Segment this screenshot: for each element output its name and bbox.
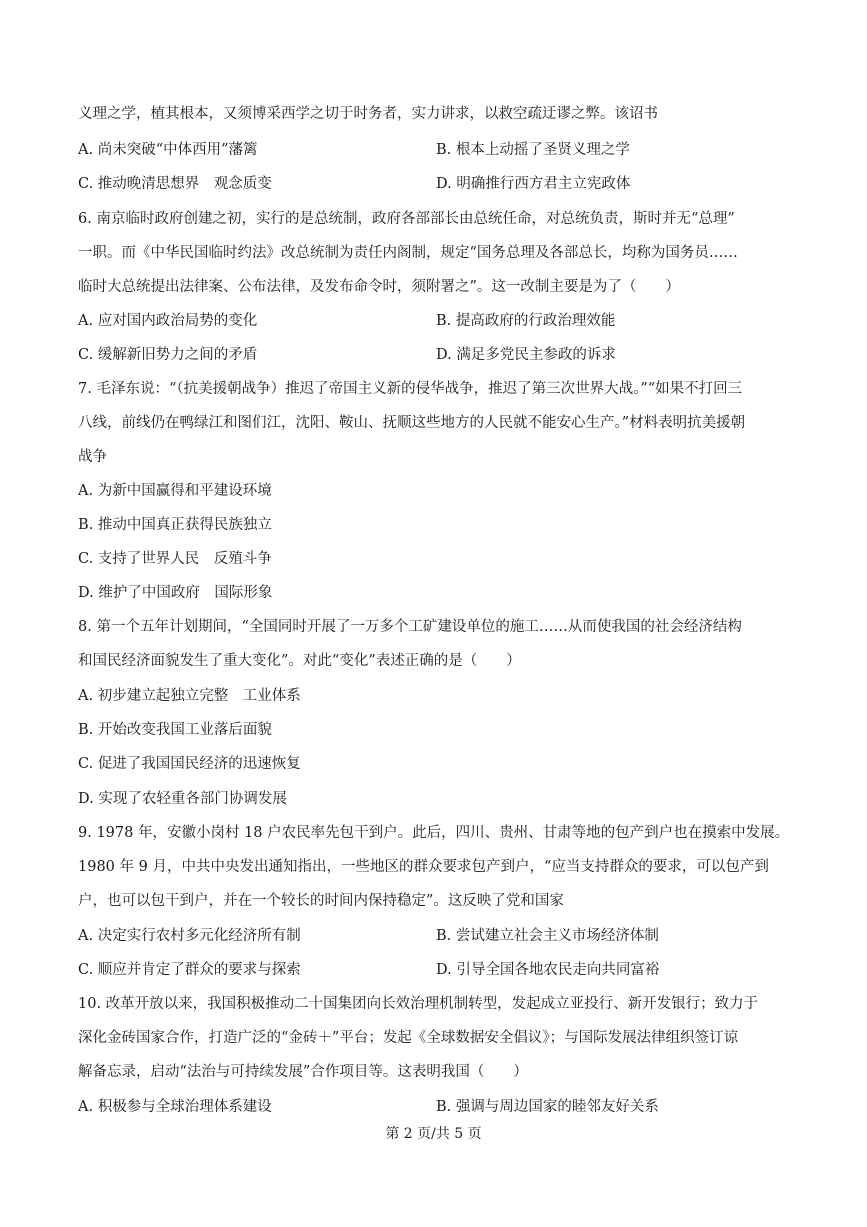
q5-option-d: D. 明确推行西方君主立宪政体 <box>436 176 631 192</box>
q7-option-a: A. 为新中国赢得和平建设环境 <box>78 483 272 499</box>
question-6-line-3: 临时大总统提出法律案、公布法律，及发布命令时，须附署之”。这一改制主要是为了（ ） <box>78 279 680 295</box>
q6-option-c: C. 缓解新旧势力之间的矛盾 <box>78 347 258 363</box>
q7-option-c: C. 支持了世界人民 反殖斗争 <box>78 551 272 567</box>
question-9-line-1: 9. 1978 年，安徽小岗村 18 户农民率先包干到户。此后，四川、贵州、甘肃等地的包产到户也在摸索中发展。 <box>78 825 790 841</box>
q6-option-a: A. 应对国内政治局势的变化 <box>78 313 258 329</box>
q10-option-a: A. 积极参与全球治理体系建设 <box>78 1099 272 1115</box>
question-6-line-1: 6. 南京临时政府创建之初，实行的是总统制，政府各部部长由总统任命，对总统负责，斯时并无“总理” <box>78 211 735 227</box>
question-8-line-2: 和国民经济面貌发生了重大变化”。对此“变化”表述正确的是（ ） <box>78 653 521 669</box>
q8-option-c: C. 促进了我国国民经济的迅速恢复 <box>78 756 301 772</box>
question-6-line-2: 一职。而《中华民国临时约法》改总统制为责任内阁制，规定“国务总理及各部总长，均称为国务员…… <box>78 245 738 261</box>
q9-option-d: D. 引导全国各地农民走向共同富裕 <box>436 962 660 978</box>
question-7-line-2: 八线，前线仍在鸭绿江和图们江，沈阳、鞍山、抚顺这些地方的人民就不能安心生产。”材料表明抗美援朝 <box>78 415 746 431</box>
q6-option-b: B. 提高政府的行政治理效能 <box>436 313 616 329</box>
question-7-line-3: 战争 <box>78 449 107 465</box>
question-8-line-1: 8. 第一个五年计划期间，“全国同时开展了一万多个工矿建设单位的施工……从而使我国的社会经济结构 <box>78 619 742 635</box>
q5-option-b: B. 根本上动摇了圣贤义理之学 <box>436 142 630 158</box>
question-10-line-3: 解备忘录，启动“法治与可持续发展”合作项目等。这表明我国（ ） <box>78 1064 528 1080</box>
q6-option-d: D. 满足多党民主参政的诉求 <box>436 347 616 363</box>
q7-option-b: B. 推动中国真正获得民族独立 <box>78 517 272 533</box>
q9-option-c: C. 顺应并肯定了群众的要求与探索 <box>78 962 301 978</box>
q7-option-d: D. 维护了中国政府 国际形象 <box>78 585 273 601</box>
q5-option-a: A. 尚未突破“中体西用”藩篱 <box>78 142 258 158</box>
q8-option-a: A. 初步建立起独立完整 工业体系 <box>78 688 301 704</box>
q5-option-c: C. 推动晚清思想界 观念质变 <box>78 176 272 192</box>
question-7-line-1: 7. 毛泽东说：“（抗美援朝战争）推迟了帝国主义新的侵华战争，推迟了第三次世界大战。”“如果不打回三 <box>78 381 743 397</box>
question-9-line-2: 1980 年 9 月，中共中央发出通知指出，一些地区的群众要求包产到户，“应当支持群众的要求，可以包产到 <box>78 859 769 875</box>
q8-option-b: B. 开始改变我国工业落后面貌 <box>78 722 272 738</box>
question-9-line-3: 户，也可以包干到户，并在一个较长的时间内保持稳定”。这反映了党和国家 <box>78 893 564 909</box>
q9-option-b: B. 尝试建立社会主义市场经济体制 <box>436 928 659 944</box>
page-number-footer: 第 2 页/共 5 页 <box>385 1126 482 1142</box>
q8-option-d: D. 实现了农轻重各部门协调发展 <box>78 791 287 807</box>
question-10-line-2: 深化金砖国家合作，打造广泛的“金砖＋”平台；发起《全球数据安全倡议》；与国际发展法律组织签订谅 <box>78 1030 739 1046</box>
question-5-tail: 义理之学，植其根本，又须博采西学之切于时务者，实力讲求，以救空疏迂谬之弊。该诏书 <box>78 106 658 122</box>
question-10-line-1: 10. 改革开放以来，我国积极推动二十国集团向长效治理机制转型，发起成立亚投行、新开发银行；致力于 <box>78 996 759 1012</box>
q10-option-b: B. 强调与周边国家的睦邻友好关系 <box>436 1099 659 1115</box>
q9-option-a: A. 决定实行农村多元化经济所有制 <box>78 928 301 944</box>
